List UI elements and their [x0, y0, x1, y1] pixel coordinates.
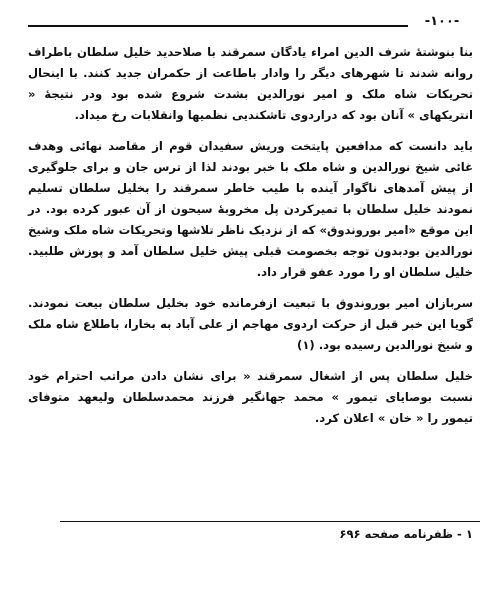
footnote-rule	[60, 521, 480, 522]
body-text	[28, 42, 473, 439]
paragraph-4: خلیل سلطان پس از اشغال سمرقند « برای نشان دادن مراتب احترام خود نسبت بوصایای تیمور » محمد جهانگیر فرزند محمدسلطان ولیعهد متوفای تیمور را « خان » اعلان کرد.	[28, 369, 473, 425]
paragraph-1: بنا بنوشتهٔ شرف الدین امراء یادگان سمرقند با صلاحدید خلیل سلطان باطراف روانه شدند تا شهرهای دیگر را وادار باطاعت از حکمران جدید کنند. با اینحال تحریکات شاه ملک و امیر نورالدین بشدت شروع شده بود ودر نتیجهٔ « انتریکهای » آنان بود که دراردوی تاشکندیی نظمیها وانقلابات رخ میداد.	[28, 45, 473, 122]
paragraph-3: سربازان امیر بوروندوق با تبعیت ازفرمانده خود بخلیل سلطان بیعت نمودند. گویا این خبر قبل از حرکت اردوی مهاجم از علی آباد به بخارا، باطلاع شاه ملک و شیخ نورالدین رسیده بود. (۱)	[28, 296, 473, 352]
paragraph-2: باید دانست که مدافعین پایتخت وریش سفیدان قوم از مقاصد نهائی وهدف غائی شیخ نورالدین و شاه ملک با خبر بودند لذا از ترس جان و برای جلوگیری از پیش آمدهای ناگوار آینده با طیب خاطر سمرقند را بخلیل سلطان تسلیم نمودند خلیل سلطان با تمیرکردن پل مخروبهٔ سیحون از آن عبور کرده بود. در این موقع «امیر بوروندوق» که از نزدیک ناظر تلاشها وتحریکات شاه ملک وشیخ نورالدین بودبدون توجه بخصومت قبلی پیش خلیل سلطان آمد و پوزش طلبید. خلیل سلطان او را مورد عفو قرار داد.	[28, 139, 473, 279]
footnote: ۱ - ظفرنامه صفحه ۶۹۶	[339, 527, 473, 541]
page-number: -۱۰۰-	[424, 14, 460, 29]
header-rule	[28, 25, 408, 27]
